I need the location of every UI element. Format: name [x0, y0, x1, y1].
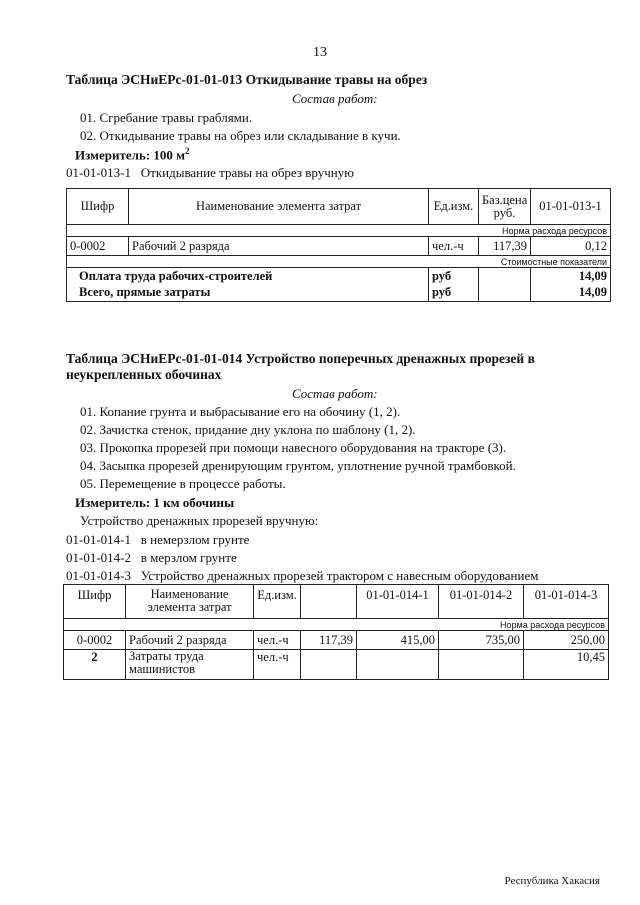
- header-cell: [301, 585, 357, 619]
- section1-work-item: 02. Откидывание травы на обрез или складывание в кучи.: [80, 128, 401, 143]
- header-cell: Ед.изм.: [429, 189, 479, 225]
- table-row: [64, 631, 609, 650]
- cell-value: [357, 650, 439, 680]
- total-label: Всего, прямые затраты: [67, 285, 429, 302]
- section2-title-cont: неукрепленных обочинах: [66, 367, 222, 382]
- cell-value: 250,00: [524, 631, 609, 650]
- header-cell: Ед.изм.: [254, 585, 301, 619]
- header-cell: 01-01-014-1: [357, 585, 439, 619]
- footer-text: Республика Хакасия: [504, 875, 600, 887]
- cell-value: 10,45: [524, 650, 609, 680]
- header-cell: Наименование элемента затрат: [126, 585, 254, 619]
- section2-subtitle: Устройство дренажных прорезей вручную:: [80, 513, 319, 528]
- cell-value: 0,12: [531, 237, 611, 256]
- cell-price: 117,39: [301, 631, 357, 650]
- cell-price: [301, 650, 357, 680]
- section2-work-item: 05. Перемещение в процессе работы.: [80, 476, 286, 491]
- cell-unit: чел.-ч: [429, 237, 479, 256]
- cost-label: Стоимостные показатели: [67, 256, 611, 268]
- cell-code: 2: [64, 650, 126, 680]
- header-cell: 01-01-013-1: [531, 189, 611, 225]
- cell-code: 0-0002: [67, 237, 129, 256]
- table-row: [64, 650, 609, 680]
- header-cell: Баз.цена руб.: [479, 189, 531, 225]
- total-value: 14,09: [531, 285, 611, 302]
- table-row: [67, 237, 611, 256]
- section2-item: 01-01-014-1 в немерзлом грунте: [66, 532, 250, 547]
- header-cell: Шифр: [67, 189, 129, 225]
- header-cell: 01-01-014-3: [524, 585, 609, 619]
- norm-label: Норма расхода ресурсов: [67, 225, 611, 237]
- section2-unit: Измеритель: 1 км обочины: [75, 495, 235, 510]
- cell-unit: чел.-ч: [254, 650, 301, 680]
- section2-work-item: 02. Зачистка стенок, придание дну уклона по шаблону (1, 2).: [80, 422, 416, 437]
- cell-name: Рабочий 2 разряда: [129, 237, 429, 256]
- section2-work-item: 04. Засыпка прорезей дренирующим грунтом, уплотнение ручной трамбовкой.: [80, 458, 516, 473]
- section2-title: Таблица ЭСНиЕРс-01-01-014 Устройство поперечных дренажных прорезей в: [66, 351, 535, 366]
- section1-item: 01-01-013-1 Откидывание травы на обрез вручную: [66, 165, 354, 180]
- cell-value: [439, 650, 524, 680]
- section1-title: Таблица ЭСНиЕРс-01-01-013 Откидывание травы на обрез: [66, 72, 428, 87]
- total-unit: руб: [429, 268, 479, 285]
- section2-works-title: Состав работ:: [292, 386, 378, 401]
- section2-item: 01-01-014-2 в мерзлом грунте: [66, 550, 237, 565]
- norm-label: Норма расхода ресурсов: [64, 619, 609, 631]
- header-cell: Шифр: [64, 585, 126, 619]
- section1-works-title: Состав работ:: [292, 91, 378, 106]
- section1-work-item: 01. Сгребание травы граблями.: [80, 110, 253, 125]
- cell-value: 735,00: [439, 631, 524, 650]
- cell-value: 415,00: [357, 631, 439, 650]
- cell-code: 0-0002: [64, 631, 126, 650]
- section2-work-item: 01. Копание грунта и выбрасывание его на обочину (1, 2).: [80, 404, 401, 419]
- total-unit: руб: [429, 285, 479, 302]
- section2-table: [63, 584, 609, 680]
- total-label: Оплата труда рабочих-строителей: [67, 268, 429, 285]
- cell-unit: чел.-ч: [254, 631, 301, 650]
- total-value: 14,09: [531, 268, 611, 285]
- cell-price: 117,39: [479, 237, 531, 256]
- section1-table: [66, 188, 611, 302]
- section2-item: 01-01-014-3 Устройство дренажных прорезей трактором с навесным оборудованием: [66, 568, 539, 583]
- section1-unit: Измеритель: 100 $м^2$: [75, 146, 190, 163]
- header-cell: Наименование элемента затрат: [129, 189, 429, 225]
- section2-work-item: 03. Прокопка прорезей при помощи навесного оборудования на тракторе (3).: [80, 440, 507, 455]
- table-row: [67, 285, 611, 302]
- cell-name: Затраты труда машинистов: [126, 650, 254, 680]
- table-row: [67, 268, 611, 285]
- page-number: 13: [313, 45, 327, 60]
- header-cell: 01-01-014-2: [439, 585, 524, 619]
- cell-name: Рабочий 2 разряда: [126, 631, 254, 650]
